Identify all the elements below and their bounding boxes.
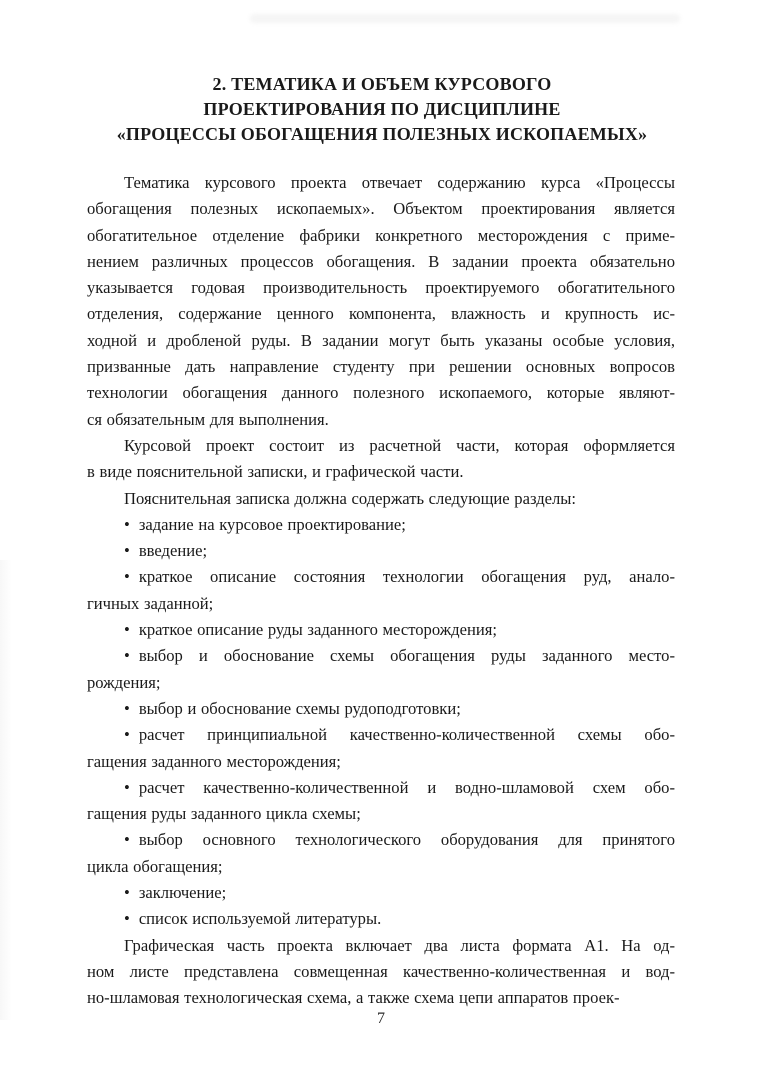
- text-line: обогащения полезных ископаемых». Объектом проектирования является: [87, 199, 675, 219]
- bullet-line: • расчет качественно-количественной и водно-шламовой схем обо-: [124, 777, 675, 797]
- bullet-icon: •: [124, 909, 130, 929]
- text-line: отделения, содержание ценного компонента, влажность и крупность ис-: [87, 304, 675, 324]
- bullet-icon: •: [124, 620, 130, 640]
- bullet-line: • заключение;: [124, 883, 227, 903]
- document-body: [87, 170, 675, 1012]
- heading-line-3: «ПРОЦЕССЫ ОБОГАЩЕНИЯ ПОЛЕЗНЫХ ИСКОПАЕМЫХ»: [116, 124, 648, 144]
- text-line: Графическая часть проекта включает два листа формата А1. На од-: [124, 935, 675, 955]
- text-line: технологии обогащения данного полезного ископаемого, которые являют-: [87, 383, 675, 403]
- text-line: гащения заданного месторождения;: [87, 751, 341, 771]
- bullet-icon: •: [124, 567, 130, 587]
- bullet-line: • краткое описание руды заданного месторождения;: [124, 620, 497, 640]
- text-line: гащения руды заданного цикла схемы;: [87, 804, 361, 824]
- bullet-line: • выбор и обоснование схемы рудоподготовки;: [124, 698, 461, 718]
- text-line: призванные дать направление студенту при решении основных вопросов: [87, 357, 675, 377]
- bullet-line: • список используемой литературы.: [124, 909, 382, 929]
- text-line: Тематика курсового проекта отвечает содержанию курса «Процессы: [124, 173, 675, 192]
- bullet-icon: •: [124, 698, 130, 718]
- text-line: нением различных процессов обогащения. В задании проекта обязательно: [87, 251, 675, 271]
- bullet-line: • введение;: [124, 541, 208, 561]
- text-line: Курсовой проект состоит из расчетной части, которая оформляется: [124, 435, 675, 455]
- bullet-line: • расчет принципиальной качественно-количественной схемы обо-: [124, 725, 675, 745]
- page-number: 7: [377, 1010, 385, 1027]
- text-line: обогатительное отделение фабрики конкретного месторождения с приме-: [87, 225, 675, 245]
- bullet-line: • выбор основного технологического оборудования для принятого: [124, 830, 675, 850]
- bullet-icon: •: [124, 646, 130, 666]
- bullet-icon: •: [124, 830, 130, 850]
- bullet-line: • краткое описание состояния технологии обогащения руд, анало-: [124, 567, 675, 587]
- bullet-line: • задание на курсовое проектирование;: [124, 514, 406, 534]
- bullet-line: • выбор и обоснование схемы обогащения руды заданного место-: [124, 646, 675, 666]
- bullet-icon: •: [124, 777, 130, 797]
- text-line: гичных заданной;: [87, 593, 214, 613]
- bullet-icon: •: [124, 541, 130, 561]
- text-line: но-шламовая технологическая схема, а также схема цепи аппаратов проек-: [87, 988, 620, 1008]
- text-line: указывается годовая производительность проектируемого обогатительного: [87, 278, 675, 298]
- text-line: ходной и дробленой руды. В задании могут быть указаны особые условия,: [87, 330, 675, 350]
- text-line: цикла обогащения;: [87, 856, 223, 876]
- text-line: ся обязательным для выполнения.: [87, 409, 329, 429]
- text-line: рождения;: [87, 672, 161, 692]
- text-line: в виде пояснительной записки, и графической части.: [87, 462, 464, 482]
- scan-artifact-left-edge: [0, 560, 12, 1020]
- scan-artifact-top: [250, 14, 680, 23]
- bullet-icon: •: [124, 883, 130, 903]
- text-line: Пояснительная записка должна содержать следующие разделы:: [124, 488, 577, 508]
- text-line: ном листе представлена совмещенная качественно-количественная и вод-: [87, 961, 675, 981]
- bullet-icon: •: [124, 725, 130, 745]
- heading-line-2: ПРОЕКТИРОВАНИЯ ПО ДИСЦИПЛИНЕ: [203, 99, 561, 119]
- bullet-icon: •: [124, 514, 130, 534]
- heading-line-1: 2. ТЕМАТИКА И ОБЪЕМ КУРСОВОГО: [212, 74, 552, 94]
